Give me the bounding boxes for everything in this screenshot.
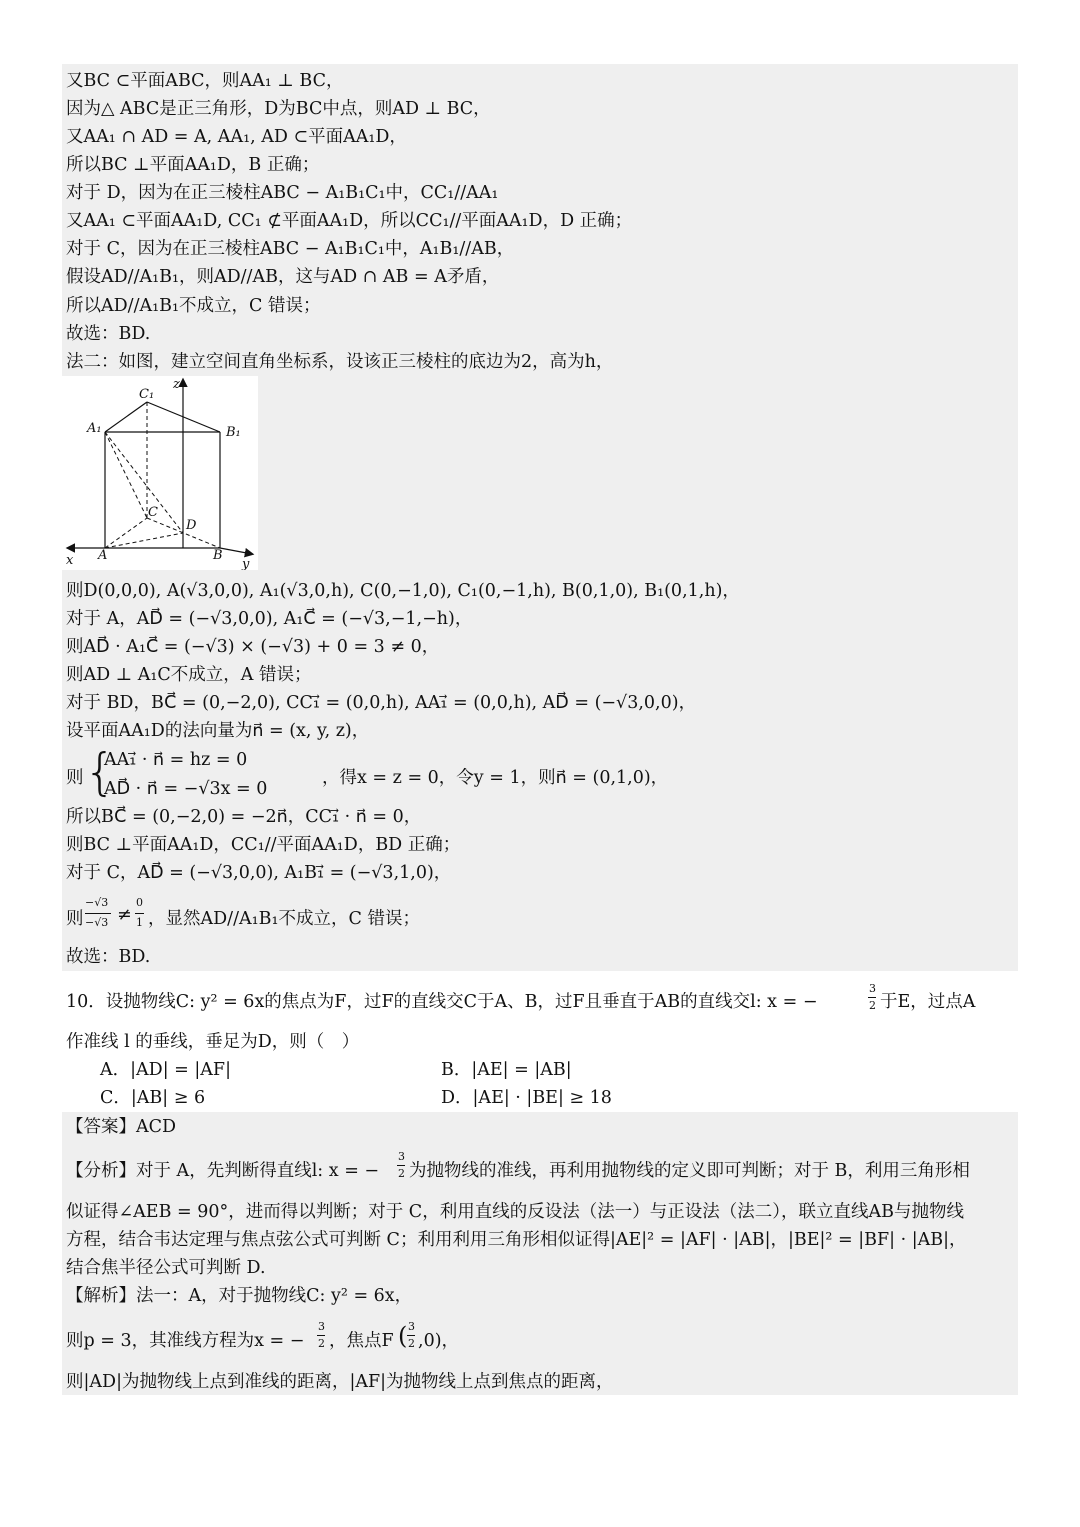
stem1-post: 于E，过点A (880, 992, 976, 1012)
segment-a1-c (105, 432, 147, 518)
frac1-num: −√3 (85, 896, 109, 909)
option-b: B．|AE| = |AB| (441, 1060, 572, 1080)
option-d: D．|AE| · |BE| ≥ 18 (441, 1088, 612, 1108)
solution2-bar (317, 1335, 325, 1336)
frac1-bar (85, 913, 111, 914)
solution2-fbar (407, 1335, 415, 1336)
system-eq1: AA₁⃗ · n⃗ = hz = 0 (104, 750, 248, 770)
solution-line: 又BC ⊂平面ABC，则AA₁ ⊥ BC， (66, 71, 344, 91)
analysis-line4: 结合焦半径公式可判断 D. (66, 1258, 266, 1278)
solution-line: 对于 C，AD⃗ = (−√3,0,0), A₁B₁⃗ = (−√3,1,0)， (66, 863, 452, 883)
solution-line: 所以AD//A₁B₁不成立，C 错误； (66, 296, 321, 316)
system-suffix: ，得x = z = 0，令y = 1，则n⃗ = (0,1,0)， (322, 768, 669, 788)
solution2-post: ,0)， (418, 1331, 460, 1351)
solution-line: 又AA₁ ∩ AD = A, AA₁, AD ⊂平面AA₁D， (66, 127, 407, 147)
answer-line: 【答案】ACD (66, 1117, 177, 1137)
solution2-fden: 2 (408, 1337, 415, 1350)
brace: { (84, 743, 116, 801)
analysis1-num: 3 (398, 1150, 405, 1163)
label-c: C (148, 505, 158, 520)
label-d: D (186, 518, 197, 533)
solution-line: 故选：BD. (66, 324, 151, 344)
frac1-den: −√3 (85, 916, 109, 929)
solution-line: 对于 C，因为在正三棱柱ABC − A₁B₁C₁中，A₁B₁//AB， (66, 239, 515, 259)
segment-a1-d (105, 432, 183, 533)
solution-line: 则D(0,0,0), A(√3,0,0), A₁(√3,0,h), C(0,−1,0), C₁(0,−1,h), B(0,1,0), B₁(0,1,h)， (66, 581, 740, 601)
solution-line: 因为△ ABC是正三角形，D为BC中点，则AD ⊥ BC， (66, 99, 491, 119)
solution-method1-line3: 则|AD|为抛物线上点到准线的距离，|AF|为抛物线上点到焦点的距离， (66, 1372, 614, 1392)
analysis-line3: 方程，结合韦达定理与焦点弦公式可判断 C；利用利用三角形相似证得|AE|² = |AF| · |AB|，|BE|² = |BF| · |AB|， (66, 1230, 967, 1250)
prism-coordinate-figure (62, 376, 258, 570)
paren-open: ( (398, 1322, 408, 1350)
frac-suffix: ，显然AD//A₁B₁不成立，C 错误； (148, 909, 420, 929)
solution-line: 对于 A，AD⃗ = (−√3,0,0), A₁C⃗ = (−√3,−1,−h)， (66, 609, 473, 629)
option-a: A．|AD| = |AF| (100, 1060, 231, 1080)
analysis1-den: 2 (398, 1167, 405, 1180)
solution2-num: 3 (318, 1320, 325, 1333)
label-b: B (213, 548, 223, 563)
solution-line: 则AD ⊥ A₁C不成立，A 错误； (66, 665, 312, 685)
solution-line: 法二：如图，建立空间直角坐标系，设该正三棱柱的底边为2，高为h， (66, 352, 614, 372)
label-a: A (98, 548, 108, 563)
y-axis (220, 548, 252, 554)
solution-method1-line1: 【解析】法一：A，对于抛物线C: y² = 6x， (66, 1286, 413, 1306)
stem1-num: 3 (869, 982, 876, 995)
label-c1: C₁ (139, 387, 155, 402)
stem1-den: 2 (869, 999, 876, 1012)
solution-line: 则BC ⊥平面AA₁D，CC₁//平面AA₁D，BD 正确； (66, 835, 461, 855)
solution-line: 对于 D，因为在正三棱柱ABC − A₁B₁C₁中，CC₁//AA₁ (66, 183, 499, 203)
solution-final: 故选：BD. (66, 947, 151, 967)
option-c: C．|AB| ≥ 6 (100, 1088, 206, 1108)
stem1-pre: 10．设抛物线C: y² = 6x的焦点为F，过F的直线交C于A、B，过F且垂直于AB的直线交l: x = − (66, 992, 818, 1012)
frac2-den: 1 (136, 916, 143, 929)
solution-line: 所以BC⃗ = (0,−2,0) = −2n⃗，CC₁⃗ · n⃗ = 0， (66, 807, 422, 827)
frac-prefix: 则 (66, 909, 84, 929)
stem1-bar (868, 997, 876, 998)
solution2-fnum: 3 (408, 1320, 415, 1333)
label-b1: B₁ (226, 425, 241, 440)
label-y: y (242, 557, 250, 570)
frac-neq: ≠ (117, 905, 132, 925)
frac2-num: 0 (136, 896, 143, 909)
analysis1-pre: 【分析】对于 A，先判断得直线l: x = − (66, 1161, 380, 1181)
question-stem-line2: 作准线 l 的垂线，垂足为D，则（ ） (66, 1032, 360, 1052)
frac2-bar (135, 913, 144, 914)
solution2-pre: 则p = 3，其准线方程为x = − (66, 1331, 305, 1351)
label-x: x (66, 553, 74, 568)
solution2-mid: ，焦点F (329, 1331, 394, 1351)
analysis1-bar (397, 1165, 405, 1166)
solution-line: 所以BC ⊥平面AA₁D，B 正确； (66, 155, 320, 175)
solution2-den: 2 (318, 1337, 325, 1350)
system-eq2: AD⃗ · n⃗ = −√3x = 0 (104, 779, 268, 799)
edge-a1-c1 (105, 402, 147, 432)
solution-line: 设平面AA₁D的法向量为n⃗ = (x, y, z)， (66, 721, 370, 741)
analysis-line2: 似证得∠AEB = 90°，进而得以判断；对于 C，利用直线的反设法（法一）与正设法（法二），联立直线AB与抛物线 (66, 1202, 964, 1222)
answer-block (62, 1112, 1018, 1395)
analysis1-post: 为抛物线的准线，再利用抛物线的定义即可判断；对于 B，利用三角形相 (409, 1161, 970, 1181)
label-z: z (173, 377, 180, 392)
solution-line: 又AA₁ ⊂平面AA₁D, CC₁ ⊄平面AA₁D，所以CC₁//平面AA₁D，D 正确； (66, 211, 633, 231)
label-a1: A₁ (87, 421, 102, 436)
solution-line: 对于 BD，BC⃗ = (0,−2,0), CC₁⃗ = (0,0,h), AA₁⃗ = (0,0,h), AD⃗ = (−√3,0,0)， (66, 693, 697, 713)
segment-a-d (105, 533, 183, 548)
solution-line: 则AD⃗ · A₁C⃗ = (−√3) × (−√3) + 0 = 3 ≠ 0， (66, 637, 440, 657)
solution-line: 假设AD//A₁B₁，则AD//AB，这与AD ∩ AB = A矛盾， (66, 267, 500, 287)
system-prefix: 则 (66, 768, 84, 788)
